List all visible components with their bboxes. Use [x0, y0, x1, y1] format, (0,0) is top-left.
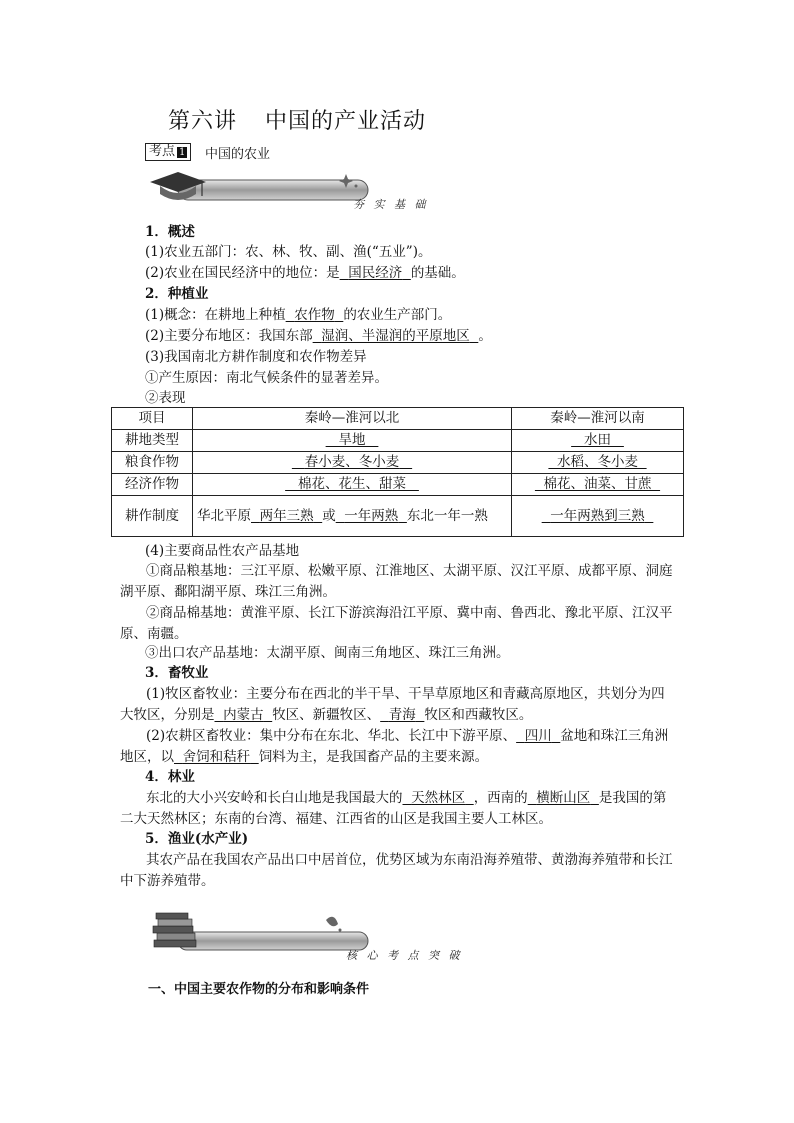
book-stack-icon [153, 913, 196, 947]
table-header-row [112, 408, 684, 430]
s2-para1: ①商品粮基地：三江平原、松嫩平原、江淮地区、太湖平原、汉江平原、成都平原、洞庭湖平原、鄱阳湖平原、珠江三角洲。 [120, 563, 673, 600]
table-row [112, 430, 684, 452]
s1-heading: 1．概述 [145, 224, 195, 240]
table-cell: 棉花、油菜、甘蔗 [512, 474, 684, 496]
table-row [112, 496, 684, 537]
table-cell-label: 耕地类型 [112, 430, 193, 452]
s2-heading: 2．种植业 [145, 286, 209, 302]
table-cell-label: 粮食作物 [112, 452, 193, 474]
section-banner-foundation [148, 166, 448, 214]
leaf-icon [326, 917, 342, 932]
page-title: 第六讲 中国的产业活动 [168, 109, 427, 134]
s4-para: 东北的大小兴安岭和长白山地是我国最大的 天然林区 ，西南的 横断山区 是我国的第二大天然林区；东南的台湾、福建、江西省的山区是我国主要人工林区。 [120, 790, 667, 827]
farming-comparison-table [111, 407, 684, 537]
table-row [112, 474, 684, 496]
kaodian-title: 中国的农业 [205, 147, 271, 162]
table-cell: 华北平原 两年三熟 或 一年两熟 东北一年一熟 [193, 496, 512, 537]
s3-para2: (2)农耕区畜牧业：集中分布在东北、华北、长江中下游平原、 四川 盆地和珠江三角洲地区，以 舍饲和秸秆 饲料为主，是我国畜产品的主要来源。 [120, 728, 669, 765]
table-header-cell: 秦岭—淮河以北 [193, 408, 512, 430]
s1-line1: (1)农业五部门：农、林、牧、副、渔(“五业”)。 [145, 244, 432, 260]
table-cell-label: 耕作制度 [112, 496, 193, 537]
table-cell: 旱地 [193, 430, 512, 452]
s2-line1: (1)概念：在耕地上种植 农作物 的农业生产部门。 [145, 307, 452, 323]
s2-line4: ①产生原因：南北气候条件的显著差异。 [145, 370, 388, 386]
s3-para1: (1)牧区畜牧业：主要分布在西北的半干旱、干旱草原地区和青藏高原地区，共划分为四大牧区，分别是 内蒙古 牧区、新疆牧区、 青海 牧区和西藏牧区。 [120, 686, 665, 723]
section-banner-core [148, 910, 463, 962]
s5-para: 其农产品在我国农产品出口中居首位，优势区域为东南沿海养殖带、黄渤海养殖带和长江中下游养殖带。 [120, 852, 673, 889]
table-cell: 水稻、冬小麦 [512, 452, 684, 474]
s2-line3: (3)我国南北方耕作制度和农作物差异 [145, 349, 367, 365]
s2-line2: (2)主要分布地区：我国东部 湿润、半湿润的平原地区 。 [145, 328, 492, 344]
s4-heading: 4．林业 [145, 769, 195, 785]
table-header-cell: 项目 [112, 408, 193, 430]
kaodian-tag: 考点 1 [145, 143, 191, 161]
table-cell-label: 经济作物 [112, 474, 193, 496]
s2-line6: (4)主要商品性农产品基地 [145, 543, 300, 559]
section-one-heading: 一、中国主要农作物的分布和影响条件 [148, 982, 370, 997]
table-cell: 水田 [512, 430, 684, 452]
table-header-cell: 秦岭—淮河以南 [512, 408, 684, 430]
table-cell: 棉花、花生、甜菜 [193, 474, 512, 496]
s1-line2: (2)农业在国民经济中的地位：是 国民经济 的基础。 [145, 265, 465, 281]
s5-heading: 5．渔业(水产业) [145, 831, 249, 847]
s3-heading: 3．畜牧业 [145, 665, 209, 681]
s2-line7: ③出口农产品基地：太湖平原、闽南三角地区、珠江三角洲。 [145, 645, 510, 661]
banner-label-bottom: 核 心 考 点 突 破 [346, 949, 463, 962]
table-cell: 一年两熟到三熟 [512, 496, 684, 537]
table-cell: 春小麦、冬小麦 [193, 452, 512, 474]
s2-para2: ②商品棉基地：黄淮平原、长江下游滨海沿江平原、冀中南、鲁西北、豫北平原、江汉平原、南疆。 [120, 605, 673, 642]
banner-label-top: 夯 实 基 础 [353, 198, 429, 211]
s2-line5: ②表现 [145, 390, 186, 406]
table-row [112, 452, 684, 474]
